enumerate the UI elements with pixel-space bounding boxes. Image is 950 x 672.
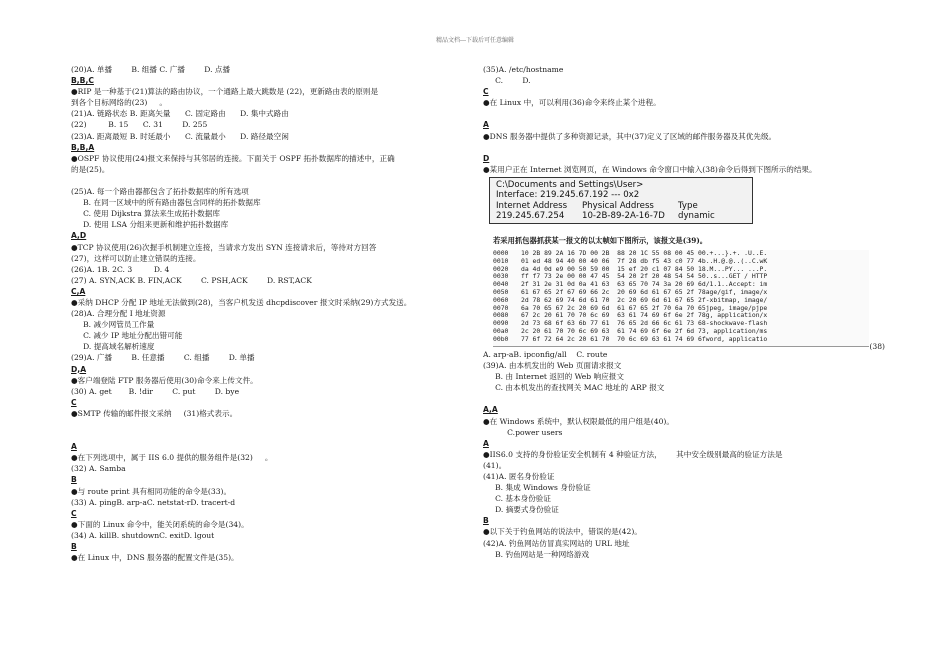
text-line bbox=[71, 419, 471, 430]
hex-bytes: 10 2B 89 2A 16 7D 00 2B 88 20 1C 55 08 00 45 00 bbox=[521, 249, 706, 257]
text-line: (25)A. 每一个路由器都包含了拓扑数据库的所有选项 bbox=[71, 187, 249, 197]
answer-key: C bbox=[71, 508, 77, 518]
hex-offset: 0090 bbox=[493, 319, 509, 328]
text-line bbox=[483, 393, 893, 404]
text-line: ●TCP 协议使用(26)次握手机制建立连接，当请求方发出 SYN 连接请求后，等待对方回答 bbox=[71, 242, 377, 252]
text-line: ●采纳 DHCP 分配 IP 地址无法做到(28)，当客户机发送 dhcpdiscover 报文时采纳(29)方式发送。 bbox=[71, 297, 412, 307]
figure-label: (38) bbox=[869, 341, 885, 351]
text-line: D. 提高域名解析速度 bbox=[71, 342, 155, 352]
text-line: D. 使用 LSA 分组来更新和维护拓扑数据库 bbox=[71, 220, 229, 230]
text-line: (32) A. Samba bbox=[71, 464, 126, 474]
text-line: (20)A. 单播 B. 组播 C. 广播 D. 点播 bbox=[71, 65, 231, 74]
hex-ascii: -xbitmap, image/ bbox=[705, 295, 768, 304]
hex-ascii: ..H.@.@..(..C.wK bbox=[705, 256, 768, 265]
answer-key: C bbox=[71, 397, 77, 407]
hex-offset: 0040 bbox=[493, 280, 509, 289]
hex-bytes: 2c 20 61 70 70 6c 69 63 61 74 69 6f 6e 2f 6d 73 bbox=[521, 326, 706, 335]
text-line: 到各个目标网络的(23) 。 bbox=[71, 98, 167, 108]
text-line: (21)A. 链路状态 B. 距离矢量 C. 固定路由 D. 集中式路由 bbox=[71, 109, 289, 119]
text-line: B. 钓鱼网站是一种网络游戏 bbox=[483, 549, 590, 559]
hex-bytes: 2f 31 2e 31 0d 0a 41 63 63 65 70 74 3a 20 69 6d bbox=[521, 280, 706, 289]
text-line: B. 减少网管员工作量 bbox=[71, 320, 155, 330]
cmd-line: C:\Documents and Settings\User> bbox=[496, 179, 644, 190]
hex-ascii: /1.1..Accept: im bbox=[705, 280, 768, 289]
hex-bytes: da 4d 0d e9 00 50 59 00 15 ef 20 c1 07 84 50 18 bbox=[521, 264, 706, 273]
hex-row bbox=[493, 336, 869, 344]
answer-key: B,B,C bbox=[71, 76, 94, 86]
text-line: (22) B. 15 C. 31 D. 255 bbox=[71, 120, 208, 130]
text-line: C. 基本身份验证 bbox=[483, 494, 551, 504]
answer-key: A,A bbox=[483, 405, 498, 415]
answer-key: B bbox=[483, 516, 489, 526]
text-line: (42)A. 钓鱼网站仿冒真实网站的 URL 地址 bbox=[483, 538, 630, 548]
text-line: B. 在同一区域中的所有路由器包含同样的拓扑数据库 bbox=[71, 198, 261, 208]
right-top-text bbox=[483, 64, 893, 175]
answer-key: A bbox=[71, 442, 77, 452]
text-line: (33) A. pingB. arp-aC. netstat-rD. tracert-d bbox=[71, 497, 236, 507]
hex-ascii: -shockwave-flash bbox=[705, 319, 768, 328]
text-line: ●IIS6.0 支持的身份验证安全机制有 4 种验证方法， 其中安全级别最高的验证方法是 bbox=[483, 449, 783, 459]
hex-ascii: word, applicatio bbox=[705, 334, 768, 343]
hex-offset: 0060 bbox=[493, 295, 509, 304]
hex-offset: 0020 bbox=[493, 264, 509, 273]
hex-dump bbox=[493, 250, 869, 347]
hex-ascii: age/gif, image/x bbox=[705, 287, 768, 296]
text-line: (29)A. 广播 B. 任意播 C. 组播 D. 单播 bbox=[71, 353, 255, 363]
answer-key: A bbox=[483, 120, 489, 130]
right-column bbox=[483, 64, 893, 560]
text-line: ●某用户正在 Internet 浏览网页，在 Windows 命令窗口中输入(38)命令后得到下图所示的结果。 bbox=[483, 164, 817, 174]
hex-offset: 00a0 bbox=[493, 326, 509, 335]
arp-figure bbox=[489, 177, 889, 349]
text-line bbox=[71, 430, 471, 441]
hex-bytes: 67 2c 20 61 70 70 6c 69 63 61 74 69 6f 6e 2f 78 bbox=[521, 311, 706, 320]
text-line: (30) A. get B. !dir C. put D. bye bbox=[71, 386, 240, 396]
right-bottom-text bbox=[483, 349, 893, 560]
text-line: (27) A. SYN,ACK B. FIN,ACK C. PSH,ACK D. RST,ACK bbox=[71, 275, 312, 285]
text-line: (28)A. 合理分配 I 地址资源 bbox=[71, 309, 166, 319]
text-line: ●RIP 是一种基于(21)算法的路由协议，一个通路上最大跳数是 (22)，更新路由表的原则是 bbox=[71, 87, 379, 97]
hex-ascii: .M...PY... ...P. bbox=[705, 264, 768, 273]
text-line bbox=[71, 175, 471, 186]
hex-bytes: 61 67 65 2f 67 69 66 2c 20 69 6d 61 67 65 2f 78 bbox=[521, 287, 706, 296]
text-line: A. arp-aB. ipconfig/all C. route bbox=[483, 349, 608, 359]
hex-offset: 0080 bbox=[493, 311, 509, 320]
arp-cell: 10-2B-89-2A-16-7D bbox=[582, 211, 665, 222]
answer-key: A,D bbox=[71, 231, 87, 241]
arp-cell: dynamic bbox=[678, 211, 715, 222]
arp-header-cell: Type bbox=[678, 200, 698, 211]
answer-key: B bbox=[71, 475, 77, 485]
hex-offset: 0000 bbox=[493, 249, 509, 257]
text-line: ●在 Linux 中，DNS 服务器的配置文件是(35)。 bbox=[71, 553, 239, 563]
text-line: ●在 Linux 中，可以利用(36)命令来终止某个进程。 bbox=[483, 98, 661, 108]
text-line bbox=[483, 108, 893, 119]
left-column bbox=[71, 64, 471, 563]
text-line: B. 由 Internet 返回的 Web 响应报文 bbox=[483, 372, 624, 382]
text-line: ●在下列选项中，属于 IIS 6.0 提供的服务组件是(32) 。 bbox=[71, 453, 273, 463]
hex-bytes: 2d 73 68 6f 63 6b 77 61 76 65 2d 66 6c 61 73 68 bbox=[521, 319, 706, 328]
text-line: (34) A. killB. shutdownC. exitD. lgout bbox=[71, 530, 215, 540]
text-line: C.power users bbox=[483, 427, 563, 437]
hex-offset: 0050 bbox=[493, 287, 509, 296]
page-header: 精品文档---下载后可任意编辑 bbox=[435, 37, 515, 44]
hex-offset: 0070 bbox=[493, 303, 509, 312]
answer-key: D,A bbox=[71, 364, 87, 374]
hex-bytes: 2d 78 62 69 74 6d 61 70 2c 20 69 6d 61 67 65 2f bbox=[521, 295, 706, 304]
text-line: (41)。 bbox=[483, 460, 507, 470]
hex-ascii: jpeg, image/pjpe bbox=[705, 303, 768, 312]
text-line: B. 集成 Windows 身份验证 bbox=[483, 483, 591, 493]
hex-offset: 0030 bbox=[493, 272, 509, 281]
text-line: (26)A. 1B. 2C. 3 D. 4 bbox=[71, 264, 170, 274]
arp-header-cell: Internet Address bbox=[496, 200, 568, 211]
text-line: ●下面的 Linux 命令中，能关闭系统的命令是(34)。 bbox=[71, 519, 249, 529]
text-line: (41)A. 匿名身份验证 bbox=[483, 471, 555, 481]
hex-bytes: 01 ed 48 94 40 00 40 06 7f 28 db f5 43 c0 77 4b bbox=[521, 256, 706, 265]
text-line: ●与 route print 具有相同功能的命令是(33)。 bbox=[71, 486, 232, 496]
hex-ascii: ..s...GET / HTTP bbox=[705, 272, 768, 281]
text-line: C. 使用 Dijkstra 算法来生成拓扑数据库 bbox=[71, 209, 220, 219]
hex-bytes: 77 6f 72 64 2c 20 61 70 70 6c 69 63 61 74 69 6f bbox=[521, 334, 706, 343]
arp-table-header bbox=[496, 201, 746, 212]
text-line: D. 摘要式身份验证 bbox=[483, 505, 559, 515]
text-line: C. D. bbox=[483, 76, 531, 86]
text-line: C. 减少 IP 地址分配出错可能 bbox=[71, 331, 183, 341]
text-line: (35)A. /etc/hostname bbox=[483, 65, 564, 74]
arp-table-row bbox=[496, 211, 746, 222]
answer-key: C bbox=[483, 87, 489, 97]
hex-ascii: g, application/x bbox=[705, 311, 768, 320]
text-line: ●客户端登陆 FTP 服务器后使用(30)命令来上传文件。 bbox=[71, 375, 258, 385]
command-window bbox=[489, 177, 753, 224]
hex-bytes: ff f7 73 2e 00 00 47 45 54 20 2f 20 48 54 54 50 bbox=[521, 272, 706, 281]
text-line: ●DNS 服务器中提供了多种资源记录，其中(37)定义了区域的邮件服务器及其优先级。 bbox=[483, 131, 777, 141]
text-line: ●OSPF 协议使用(24)报文来保持与其邻居的连接。下面关于 OSPF 拓扑数据库的描述中，正确 bbox=[71, 153, 395, 163]
text-line: (27)，这样可以防止建立错误的连接。 bbox=[71, 253, 201, 263]
arp-header-cell: Physical Address bbox=[582, 200, 654, 211]
hex-ascii: , application/ms bbox=[705, 326, 768, 335]
answer-key: B bbox=[71, 542, 77, 552]
hex-offset: 0010 bbox=[493, 256, 509, 265]
hex-ascii: .+...}.+. .U..E. bbox=[705, 249, 768, 257]
answer-key: D bbox=[483, 153, 490, 163]
answer-key: C,A bbox=[71, 286, 86, 296]
text-line: (39)A. 由本机发出的 Web 页面请求报文 bbox=[483, 361, 622, 371]
figure-caption: 若采用抓包器抓获某一报文的以太帧如下图所示，该报文是(39)。 bbox=[493, 235, 708, 245]
text-line: C. 由本机发出的查找网关 MAC 地址的 ARP 报文 bbox=[483, 383, 665, 393]
text-line: ●以下关于钓鱼网站的说法中，错误的是(42)。 bbox=[483, 527, 642, 537]
hex-offset: 00b0 bbox=[493, 334, 509, 343]
arp-cell: 219.245.67.254 bbox=[496, 211, 565, 222]
text-line: (23)A. 距离最短 B. 时延最小 C. 流量最小 D. 路径最空闲 bbox=[71, 131, 289, 141]
text-line: ●SMTP 传输的邮件报文采纳 (31)格式表示。 bbox=[71, 408, 238, 418]
text-line: ●在 Windows 系统中，默认权限最低的用户组是(40)。 bbox=[483, 416, 674, 426]
answer-key: B,B,A bbox=[71, 142, 95, 152]
cmd-line: Interface: 219.245.67.192 --- 0x2 bbox=[496, 190, 640, 201]
hex-bytes: 6a 70 65 67 2c 20 69 6d 61 67 65 2f 70 6a 70 65 bbox=[521, 303, 706, 312]
answer-key: A bbox=[483, 438, 489, 448]
text-line bbox=[483, 142, 893, 153]
text-line: 的是(25)。 bbox=[71, 164, 110, 174]
